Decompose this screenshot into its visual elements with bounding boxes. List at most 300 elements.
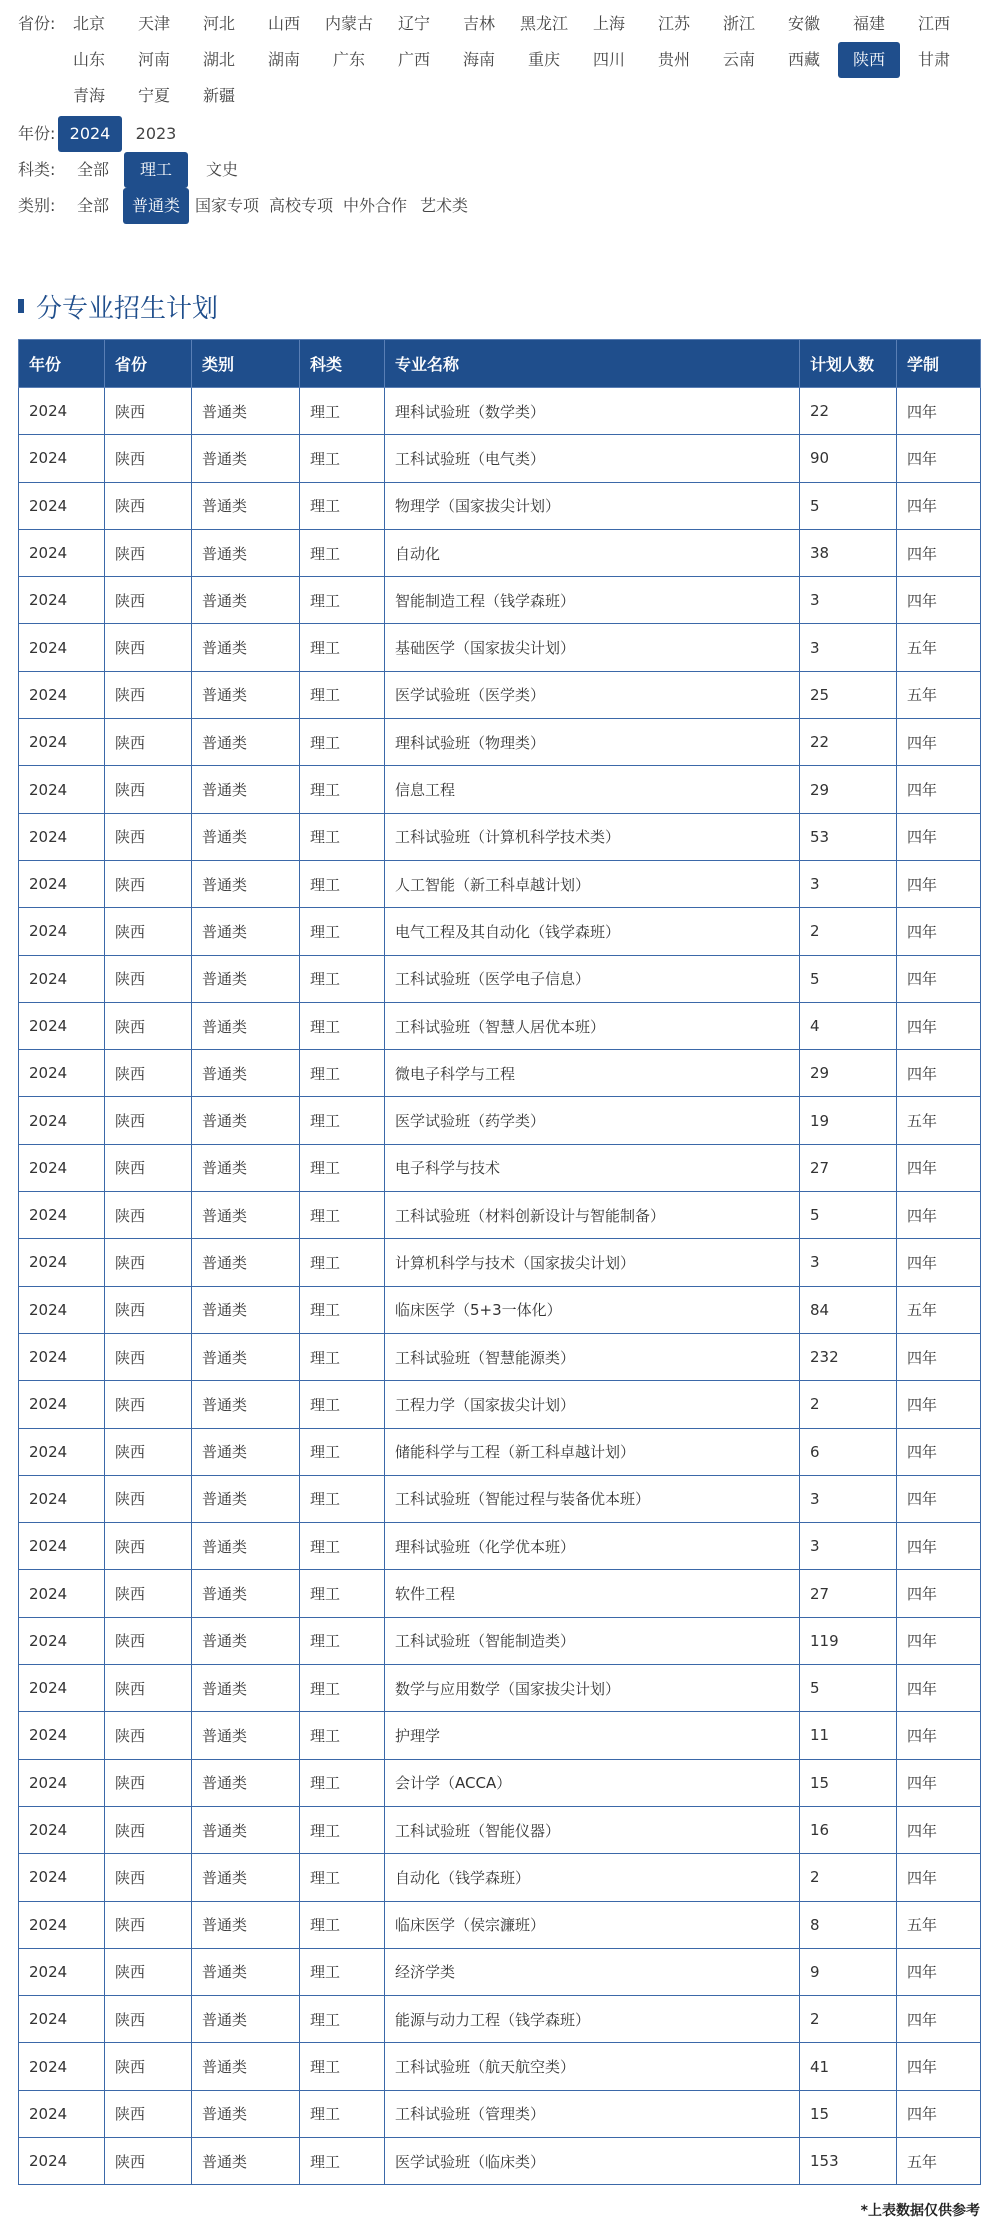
category-option-art[interactable]: 艺术类 [419,196,468,215]
subject-label: 科类: [18,160,56,179]
cell-major: 理科试验班（化学优本班） [385,1523,800,1570]
cell-major: 工科试验班（智慧人居优本班） [385,1002,800,1049]
cell-subject: 理工 [300,482,385,529]
cell-year: 2024 [19,1570,105,1617]
cell-category: 普通类 [192,1286,300,1333]
cell-year: 2024 [19,1806,105,1853]
table-row [19,908,981,955]
cell-province: 陕西 [105,577,192,624]
cell-year: 2024 [19,860,105,907]
cell-plan-count: 53 [800,813,897,860]
province-option[interactable]: 重庆 [527,50,560,69]
cell-year: 2024 [19,719,105,766]
cell-plan-count: 41 [800,2043,897,2090]
table-row [19,435,981,482]
cell-duration: 四年 [897,1665,981,1712]
header-major: 专业名称 [385,340,800,388]
cell-plan-count: 6 [800,1428,897,1475]
cell-duration: 五年 [897,2137,981,2184]
cell-year: 2024 [19,2137,105,2184]
table-row [19,1144,981,1191]
province-option[interactable]: 安徽 [787,14,820,33]
cell-subject: 理工 [300,766,385,813]
cell-province: 陕西 [105,1050,192,1097]
footnote: *上表数据仅供参考 [860,2203,980,2219]
cell-duration: 四年 [897,908,981,955]
cell-major: 工科试验班（智能仪器） [385,1806,800,1853]
province-option[interactable]: 北京 [72,14,105,33]
cell-duration: 四年 [897,1239,981,1286]
cell-plan-count: 29 [800,766,897,813]
cell-category: 普通类 [192,955,300,1002]
cell-major: 人工智能（新工科卓越计划） [385,860,800,907]
cell-duration: 四年 [897,577,981,624]
table-row [19,719,981,766]
header-province: 省份 [105,340,192,388]
cell-plan-count: 15 [800,1759,897,1806]
cell-plan-count: 3 [800,1523,897,1570]
cell-province: 陕西 [105,1948,192,1995]
province-option[interactable]: 山西 [267,14,300,33]
cell-year: 2024 [19,1996,105,2043]
cell-major: 工科试验班（计算机科学技术类） [385,813,800,860]
cell-province: 陕西 [105,1523,192,1570]
cell-province: 陕西 [105,766,192,813]
cell-category: 普通类 [192,1428,300,1475]
cell-major: 物理学（国家拔尖计划） [385,482,800,529]
cell-subject: 理工 [300,1806,385,1853]
cell-category: 普通类 [192,860,300,907]
cell-category: 普通类 [192,2090,300,2137]
cell-duration: 四年 [897,1806,981,1853]
header-category: 类别 [192,340,300,388]
cell-major: 医学试验班（药学类） [385,1097,800,1144]
cell-subject: 理工 [300,577,385,624]
cell-major: 工科试验班（管理类） [385,2090,800,2137]
cell-plan-count: 27 [800,1570,897,1617]
cell-category: 普通类 [192,1192,300,1239]
cell-province: 陕西 [105,908,192,955]
cell-province: 陕西 [105,955,192,1002]
cell-category: 普通类 [192,624,300,671]
subject-option-arts[interactable]: 文史 [205,160,238,179]
cell-province: 陕西 [105,1286,192,1333]
cell-province: 陕西 [105,1333,192,1380]
table-row [19,1333,981,1380]
table-row [19,1192,981,1239]
cell-year: 2024 [19,1333,105,1380]
province-option[interactable]: 辽宁 [397,14,430,33]
cell-subject: 理工 [300,955,385,1002]
category-option-joint[interactable]: 中外合作 [342,196,407,215]
cell-plan-count: 29 [800,1050,897,1097]
cell-major: 储能科学与工程（新工科卓越计划） [385,1428,800,1475]
cell-province: 陕西 [105,1144,192,1191]
cell-province: 陕西 [105,813,192,860]
province-option[interactable]: 云南 [722,50,755,69]
cell-major: 护理学 [385,1712,800,1759]
cell-province: 陕西 [105,1996,192,2043]
cell-province: 陕西 [105,624,192,671]
table-row [19,2137,981,2184]
header-duration: 学制 [897,340,981,388]
cell-duration: 四年 [897,860,981,907]
province-label: 省份: [18,14,56,33]
cell-year: 2024 [19,577,105,624]
province-option[interactable]: 福建 [852,14,885,33]
cell-category: 普通类 [192,1144,300,1191]
cell-subject: 理工 [300,529,385,576]
cell-duration: 四年 [897,1050,981,1097]
cell-subject: 理工 [300,1996,385,2043]
year-option-2023[interactable]: 2023 [135,124,177,143]
cell-plan-count: 22 [800,388,897,435]
cell-major: 临床医学（侯宗濂班） [385,1901,800,1948]
cell-duration: 五年 [897,1286,981,1333]
table-row [19,1570,981,1617]
year-label: 年份: [18,124,56,143]
table-row [19,1712,981,1759]
cell-province: 陕西 [105,1854,192,1901]
cell-duration: 四年 [897,1712,981,1759]
cell-subject: 理工 [300,1854,385,1901]
cell-plan-count: 5 [800,1665,897,1712]
province-option[interactable]: 山东 [72,50,105,69]
cell-major: 工科试验班（材料创新设计与智能制备） [385,1192,800,1239]
cell-province: 陕西 [105,1665,192,1712]
cell-duration: 四年 [897,1475,981,1522]
province-option[interactable]: 贵州 [657,50,690,69]
province-option[interactable]: 西藏 [787,50,820,69]
cell-plan-count: 3 [800,1475,897,1522]
cell-category: 普通类 [192,1806,300,1853]
cell-province: 陕西 [105,1712,192,1759]
cell-year: 2024 [19,1286,105,1333]
cell-major: 信息工程 [385,766,800,813]
cell-subject: 理工 [300,1050,385,1097]
table-row [19,1901,981,1948]
cell-plan-count: 2 [800,1854,897,1901]
section-heading [18,286,218,326]
province-option[interactable]: 内蒙古 [324,14,373,33]
table-row [19,766,981,813]
table-row [19,2090,981,2137]
table-header-row [19,340,981,388]
cell-province: 陕西 [105,435,192,482]
cell-subject: 理工 [300,1759,385,1806]
cell-plan-count: 38 [800,529,897,576]
cell-category: 普通类 [192,435,300,482]
cell-category: 普通类 [192,2043,300,2090]
cell-year: 2024 [19,1854,105,1901]
cell-plan-count: 119 [800,1617,897,1664]
category-option-general[interactable]: 普通类 [123,188,189,224]
cell-province: 陕西 [105,1475,192,1522]
cell-category: 普通类 [192,1333,300,1380]
cell-province: 陕西 [105,1192,192,1239]
province-option[interactable]: 四川 [592,50,625,69]
cell-subject: 理工 [300,671,385,718]
cell-category: 普通类 [192,766,300,813]
cell-duration: 四年 [897,766,981,813]
cell-duration: 四年 [897,1428,981,1475]
cell-plan-count: 15 [800,2090,897,2137]
table-row [19,955,981,1002]
cell-duration: 四年 [897,529,981,576]
cell-major: 医学试验班（医学类） [385,671,800,718]
cell-category: 普通类 [192,908,300,955]
province-option[interactable]: 海南 [462,50,495,69]
cell-major: 理科试验班（物理类） [385,719,800,766]
cell-year: 2024 [19,1901,105,1948]
cell-major: 能源与动力工程（钱学森班） [385,1996,800,2043]
cell-year: 2024 [19,1097,105,1144]
cell-category: 普通类 [192,1617,300,1664]
cell-major: 理科试验班（数学类） [385,388,800,435]
cell-subject: 理工 [300,388,385,435]
enrollment-plan-table [18,339,981,2185]
cell-province: 陕西 [105,2137,192,2184]
cell-year: 2024 [19,1144,105,1191]
cell-subject: 理工 [300,1617,385,1664]
cell-major: 计算机科学与技术（国家拔尖计划） [385,1239,800,1286]
cell-major: 工科试验班（智能过程与装备优本班） [385,1475,800,1522]
cell-year: 2024 [19,1712,105,1759]
cell-category: 普通类 [192,1050,300,1097]
subject-filter [18,152,980,188]
category-option-university[interactable]: 高校专项 [268,196,333,215]
cell-category: 普通类 [192,1523,300,1570]
province-option[interactable]: 江西 [917,14,950,33]
cell-plan-count: 90 [800,435,897,482]
cell-major: 智能制造工程（钱学森班） [385,577,800,624]
cell-plan-count: 2 [800,1996,897,2043]
cell-duration: 四年 [897,813,981,860]
province-option[interactable]: 新疆 [202,86,235,105]
subject-option-all[interactable]: 全部 [76,160,109,179]
province-option[interactable]: 广西 [397,50,430,69]
cell-category: 普通类 [192,1570,300,1617]
cell-subject: 理工 [300,624,385,671]
cell-province: 陕西 [105,1759,192,1806]
cell-province: 陕西 [105,2043,192,2090]
cell-category: 普通类 [192,1996,300,2043]
cell-plan-count: 153 [800,2137,897,2184]
cell-province: 陕西 [105,482,192,529]
cell-plan-count: 5 [800,1192,897,1239]
table-row [19,1806,981,1853]
cell-category: 普通类 [192,1759,300,1806]
cell-province: 陕西 [105,529,192,576]
year-option-2024[interactable]: 2024 [58,116,122,152]
cell-plan-count: 16 [800,1806,897,1853]
province-option[interactable]: 江苏 [657,14,690,33]
cell-year: 2024 [19,482,105,529]
cell-category: 普通类 [192,1475,300,1522]
cell-plan-count: 25 [800,671,897,718]
cell-plan-count: 5 [800,482,897,529]
cell-province: 陕西 [105,1806,192,1853]
province-option[interactable]: 上海 [592,14,625,33]
table-row [19,671,981,718]
cell-subject: 理工 [300,719,385,766]
cell-subject: 理工 [300,1570,385,1617]
cell-year: 2024 [19,435,105,482]
province-option[interactable]: 广东 [332,50,365,69]
cell-major: 临床医学（5+3一体化） [385,1286,800,1333]
cell-year: 2024 [19,2090,105,2137]
province-option[interactable]: 宁夏 [137,86,170,105]
table-row [19,1239,981,1286]
cell-subject: 理工 [300,1381,385,1428]
cell-subject: 理工 [300,1192,385,1239]
cell-category: 普通类 [192,1381,300,1428]
province-option[interactable]: 湖北 [202,50,235,69]
province-option[interactable]: 河南 [137,50,170,69]
table-row [19,1617,981,1664]
cell-province: 陕西 [105,388,192,435]
cell-subject: 理工 [300,860,385,907]
cell-plan-count: 232 [800,1333,897,1380]
cell-major: 工科试验班（电气类） [385,435,800,482]
cell-province: 陕西 [105,1381,192,1428]
table-row [19,529,981,576]
cell-subject: 理工 [300,2043,385,2090]
cell-duration: 五年 [897,671,981,718]
cell-duration: 五年 [897,1097,981,1144]
cell-category: 普通类 [192,1712,300,1759]
cell-duration: 四年 [897,955,981,1002]
cell-duration: 四年 [897,2090,981,2137]
cell-plan-count: 22 [800,719,897,766]
table-row [19,482,981,529]
cell-year: 2024 [19,1192,105,1239]
category-option-all[interactable]: 全部 [76,196,109,215]
cell-plan-count: 8 [800,1901,897,1948]
cell-province: 陕西 [105,1002,192,1049]
province-option[interactable]: 河北 [202,14,235,33]
cell-subject: 理工 [300,1523,385,1570]
table-row [19,1286,981,1333]
cell-category: 普通类 [192,671,300,718]
header-subject: 科类 [300,340,385,388]
cell-year: 2024 [19,1617,105,1664]
cell-category: 普通类 [192,1239,300,1286]
province-option[interactable]: 浙江 [722,14,755,33]
cell-year: 2024 [19,1948,105,1995]
cell-year: 2024 [19,1428,105,1475]
cell-province: 陕西 [105,1901,192,1948]
cell-year: 2024 [19,1050,105,1097]
table-body [19,388,981,2185]
cell-category: 普通类 [192,1901,300,1948]
table-row [19,1002,981,1049]
cell-plan-count: 3 [800,624,897,671]
province-option[interactable]: 吉林 [462,14,495,33]
cell-subject: 理工 [300,1239,385,1286]
cell-major: 工科试验班（智慧能源类） [385,1333,800,1380]
cell-duration: 四年 [897,1948,981,1995]
cell-duration: 四年 [897,1854,981,1901]
cell-plan-count: 9 [800,1948,897,1995]
subject-option-science[interactable]: 理工 [124,152,188,188]
cell-duration: 四年 [897,388,981,435]
cell-subject: 理工 [300,1712,385,1759]
table-row [19,1097,981,1144]
cell-major: 软件工程 [385,1570,800,1617]
cell-major: 医学试验班（临床类） [385,2137,800,2184]
cell-subject: 理工 [300,2137,385,2184]
cell-duration: 四年 [897,1617,981,1664]
cell-duration: 四年 [897,1523,981,1570]
table-row [19,1050,981,1097]
header-plan-count: 计划人数 [800,340,897,388]
cell-province: 陕西 [105,671,192,718]
cell-subject: 理工 [300,1475,385,1522]
province-option[interactable]: 陕西 [838,42,900,78]
cell-plan-count: 3 [800,577,897,624]
cell-year: 2024 [19,1381,105,1428]
cell-duration: 四年 [897,2043,981,2090]
header-year: 年份 [19,340,105,388]
table-row [19,1523,981,1570]
province-option[interactable]: 黑龙江 [519,14,568,33]
cell-major: 工科试验班（医学电子信息） [385,955,800,1002]
cell-subject: 理工 [300,1948,385,1995]
province-option[interactable]: 甘肃 [917,50,950,69]
table-row [19,1428,981,1475]
cell-year: 2024 [19,388,105,435]
cell-year: 2024 [19,529,105,576]
cell-category: 普通类 [192,2137,300,2184]
title-marker [18,299,24,313]
cell-plan-count: 3 [800,860,897,907]
table-row [19,1996,981,2043]
cell-province: 陕西 [105,1239,192,1286]
cell-plan-count: 2 [800,908,897,955]
category-option-national[interactable]: 国家专项 [194,196,259,215]
cell-duration: 五年 [897,624,981,671]
cell-major: 自动化（钱学森班） [385,1854,800,1901]
cell-category: 普通类 [192,1665,300,1712]
cell-major: 工程力学（国家拔尖计划） [385,1381,800,1428]
cell-duration: 四年 [897,1996,981,2043]
cell-major: 微电子科学与工程 [385,1050,800,1097]
cell-plan-count: 27 [800,1144,897,1191]
table-row [19,860,981,907]
table-row [19,1475,981,1522]
cell-duration: 四年 [897,1002,981,1049]
cell-year: 2024 [19,2043,105,2090]
province-option[interactable]: 湖南 [267,50,300,69]
cell-category: 普通类 [192,1854,300,1901]
province-option[interactable]: 天津 [137,14,170,33]
cell-plan-count: 11 [800,1712,897,1759]
cell-category: 普通类 [192,529,300,576]
table-row [19,1759,981,1806]
cell-category: 普通类 [192,388,300,435]
cell-category: 普通类 [192,1097,300,1144]
cell-major: 经济学类 [385,1948,800,1995]
cell-subject: 理工 [300,435,385,482]
province-option[interactable]: 青海 [72,86,105,105]
cell-province: 陕西 [105,1097,192,1144]
cell-major: 工科试验班（航天航空类） [385,2043,800,2090]
cell-duration: 四年 [897,1759,981,1806]
cell-year: 2024 [19,671,105,718]
cell-duration: 四年 [897,1144,981,1191]
cell-subject: 理工 [300,1286,385,1333]
